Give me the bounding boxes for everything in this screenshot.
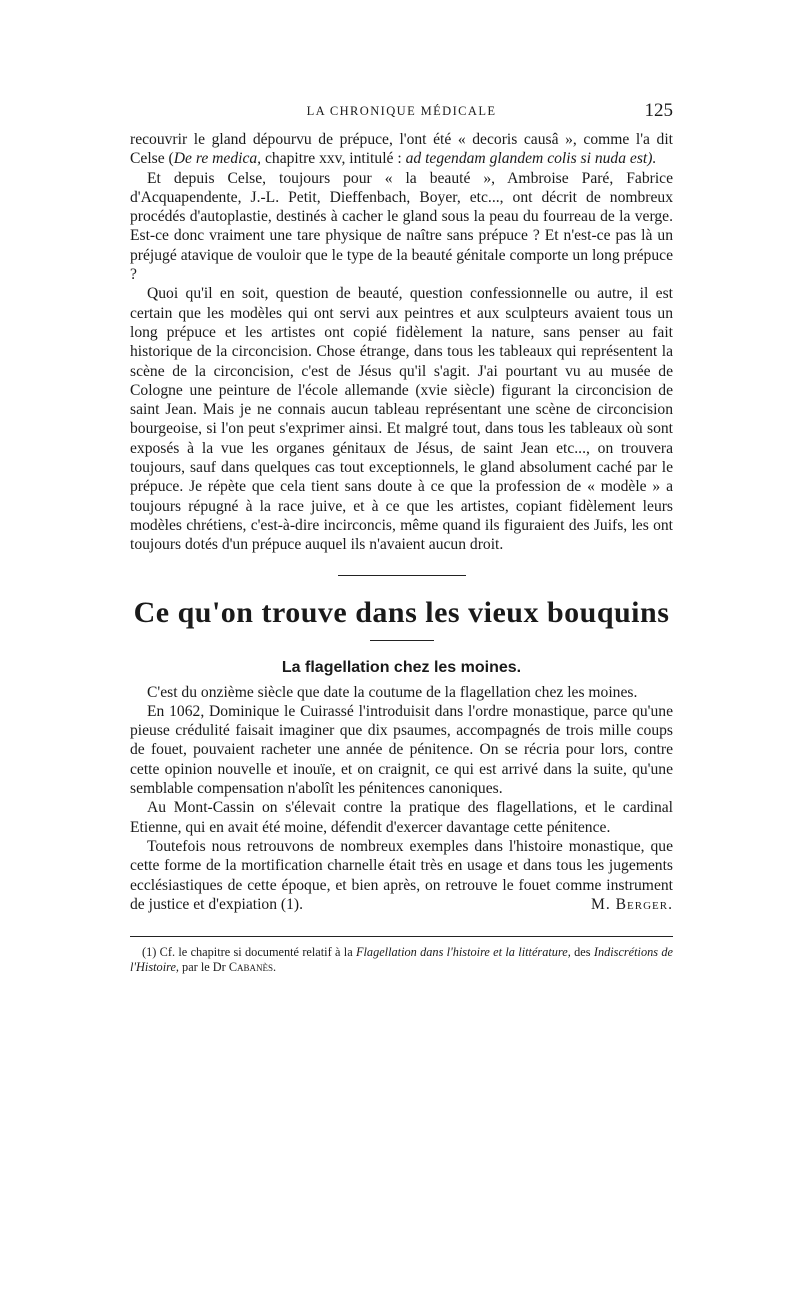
subheading: La flagellation chez les moines. bbox=[281, 658, 522, 676]
section-body bbox=[130, 683, 673, 915]
page bbox=[130, 100, 673, 975]
text-run: chapitre xxv, intitulé : bbox=[261, 150, 406, 168]
text-run-italic: Flagellation dans l'histoire et la littérature, bbox=[356, 945, 571, 960]
text-run-smallcaps: Cabanès. bbox=[228, 960, 277, 975]
paragraph: Et depuis Celse, toujours pour « la beauté », Ambroise Paré, Fabrice d'Acquapendente, J.-L. Petit, Dieffenbach, Boyer, etc..., ont décrit de nombreux procédés d'autoplastie, destinés à cacher le gland sous la peau du fourreau de la verge. Est-ce donc vraiment une tare physique de naître sans prépuce ? Et n'est-ce pas là un préjugé atavique de vouloir que le type de la beauté génitale comporte un long prépuce ? bbox=[130, 169, 673, 284]
text-run: des bbox=[570, 945, 594, 960]
paragraph: En 1062, Dominique le Cuirassé l'introduisit dans l'ordre monastique, parce qu'une pieuse crédulité faisait imaginer que dix psaumes, accompagnés de trois mille coups de fouet, pouvaient racheter une année de pénitence. On se récria pour lors, contre cette opinion nouvelle et inouïe, et on craignit, ce qui est arrivé dans la suite, qu'une semblable compensation n'abolît les pénitences canoniques. bbox=[130, 702, 673, 798]
paragraph: C'est du onzième siècle que date la coutume de la flagellation chez les moines. bbox=[147, 683, 638, 701]
text-run: Toutefois nous retrouvons de nombreux exemples dans l'histoire monastique, que cette forme de la mortification charnelle était très en usage et dans tous les jugements ecclésiastiques de cette époque, et bien après, on retrouve le fouet comme instrument de justice et d'expiation (1). bbox=[130, 837, 673, 913]
paragraph bbox=[130, 837, 673, 914]
title-underline bbox=[370, 640, 434, 641]
paragraph: Quoi qu'il en soit, question de beauté, question confessionnelle ou autre, il est certain que les modèles qui ont servi aux peintres et aux sculpteurs avaient tous un long prépuce et les artistes ont copié fidèlement la nature, sans penser au fait historique de la circoncision. Chose étrange, dans tous les tableaux qui représentent la scène de la circoncision, c'est de Jésus qu'il s'agit. J'ai pourtant vu au musée de Cologne une peinture de l'école allemande (xvie siècle) figurant la circoncision de saint Jean. Mais je ne connais aucun tableau représentant une scène de circoncision bourgeoise, si l'on peut s'exprimer ainsi. Et malgré tout, dans tous les tableaux où sont exposés à la vue les organes génitaux de Jésus, de saint Jean etc..., on trouvera toujours, sauf dans quelques cas tout exceptionnels, le gland absolument caché par le prépuce. Je répète que cela tient sans doute à ce que la profession de « modèle » a toujours répugné à la race juive, et à ce que les artistes, copiant fidèlement leurs modèles chrétiens, c'est-à-dire incirconcis, même quand ils figuraient des Juifs, les ont toujours dotés d'un prépuce auquel ils n'avaient aucun droit. bbox=[130, 285, 673, 554]
text-run: par le Dr bbox=[178, 960, 229, 975]
author-signature: M. Berger. bbox=[590, 895, 673, 913]
footnote bbox=[130, 945, 673, 975]
page-number: 125 bbox=[644, 100, 673, 121]
running-header bbox=[130, 100, 673, 130]
running-title: LA CHRONIQUE MÉDICALE bbox=[306, 104, 497, 118]
section-title: Ce qu'on trouve dans les vieux bouquins bbox=[133, 595, 670, 629]
paragraph bbox=[130, 130, 673, 169]
text-run-italic: Indiscrétions de l'Histoire, bbox=[130, 945, 673, 975]
text-run: recouvrir le gland dépourvu de prépuce, l'ont été « decoris causâ », comme l'a dit Celse ( bbox=[130, 131, 673, 168]
section-divider bbox=[338, 575, 466, 576]
text-run-italic: De re medica, bbox=[173, 150, 262, 168]
footnote-rule bbox=[130, 936, 673, 937]
paragraph: Au Mont-Cassin on s'élevait contre la pratique des flagellations, et le cardinal Etienne, qui en avait été moine, défendit d'exercer davantage cette pénitence. bbox=[130, 799, 673, 836]
text-run: (1) Cf. le chapitre si documenté relatif à la bbox=[142, 945, 356, 960]
text-run-italic: ad tegendam glandem colis si nuda est). bbox=[405, 150, 657, 168]
article-continuation bbox=[130, 130, 673, 555]
